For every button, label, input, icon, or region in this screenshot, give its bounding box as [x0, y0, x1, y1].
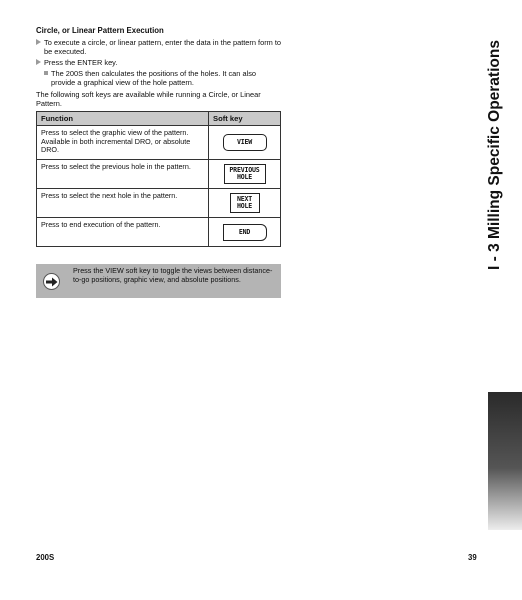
step-1 [36, 38, 282, 56]
header-function: Function [37, 112, 209, 126]
end-softkey: END [223, 224, 267, 241]
softkey-table [36, 111, 281, 247]
arrow-right-icon [43, 273, 60, 290]
table-row [37, 189, 281, 218]
function-cell: Press to select the graphic view of the pattern. Available in both incremental DRO, or absolute DRO. [37, 126, 209, 160]
function-cell: Press to select the previous hole in the pattern. [37, 160, 209, 189]
note-box [36, 264, 281, 298]
function-cell: Press to end execution of the pattern. [37, 218, 209, 247]
step-1-text: To execute a circle, or linear pattern, enter the data in the pattern form to be executed. [44, 38, 282, 56]
chapter-tab-gradient [488, 392, 522, 530]
footer-product: 200S [36, 553, 55, 562]
table-row [37, 126, 281, 160]
section-title: Circle, or Linear Pattern Execution [36, 26, 164, 35]
footer-page-number: 39 [468, 553, 477, 562]
table-row [37, 218, 281, 247]
note-text: Press the VIEW soft key to toggle the views between distance-to-go positions, graphic view, and absolute positions. [73, 266, 273, 284]
chapter-side-title: I - 3 Milling Specific Operations [486, 40, 503, 270]
function-cell: Press to select the next hole in the pattern. [37, 189, 209, 218]
header-soft-key: Soft key [209, 112, 281, 126]
next-hole-softkey: NEXT HOLE [230, 193, 260, 213]
table-row [37, 160, 281, 189]
previous-hole-softkey: PREVIOUS HOLE [224, 164, 266, 184]
main-content [36, 26, 282, 247]
step-2 [36, 58, 282, 67]
triangle-bullet-icon [36, 59, 41, 65]
view-softkey: VIEW [223, 134, 267, 151]
square-bullet-icon [44, 71, 48, 75]
triangle-bullet-icon [36, 39, 41, 45]
intro-paragraph: The following soft keys are available while running a Circle, or Linear Pattern. [36, 90, 261, 108]
step-2-text: Press the ENTER key. [44, 58, 118, 67]
substep [44, 69, 282, 87]
substep-text: The 200S then calculates the positions of the holes. It can also provide a graphical view of the hole pattern. [51, 69, 257, 87]
table-header-row [37, 112, 281, 126]
